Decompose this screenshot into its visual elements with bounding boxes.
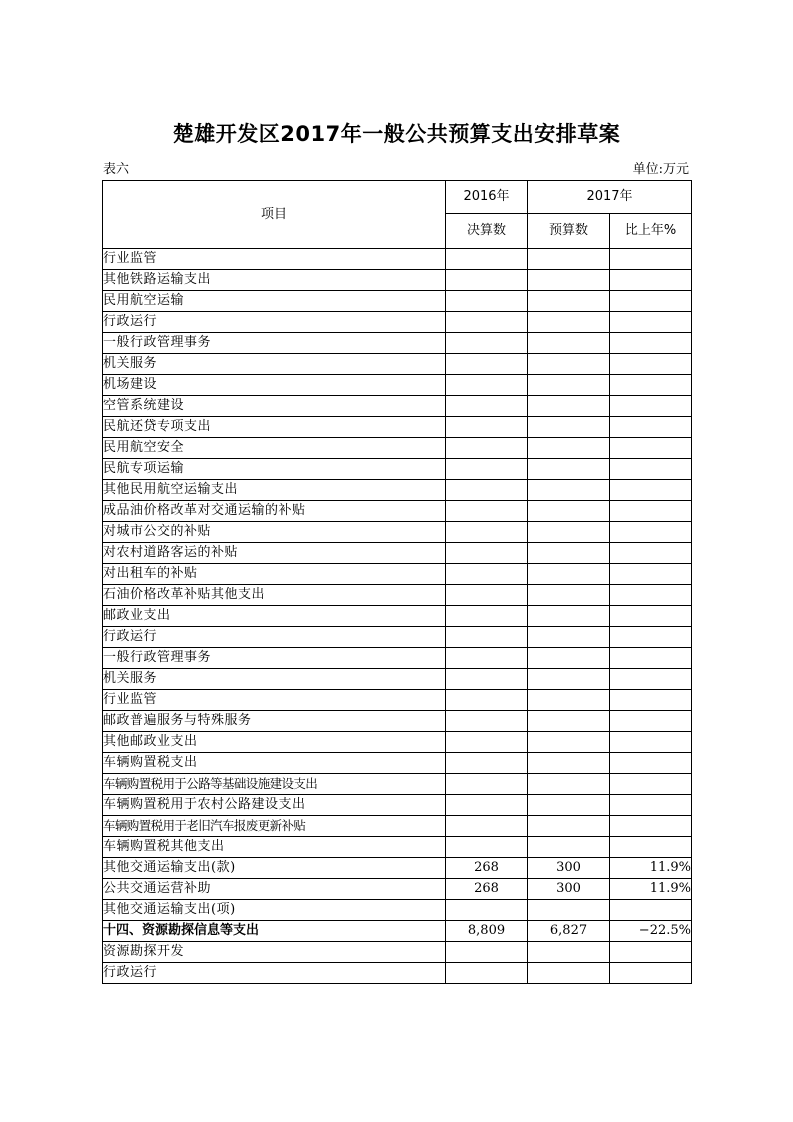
table-row xyxy=(103,480,692,501)
table-number: 表六 xyxy=(103,162,130,177)
table-row xyxy=(103,627,692,648)
table-row xyxy=(103,816,692,837)
row-budget-2017 xyxy=(528,480,610,501)
table-row xyxy=(103,375,692,396)
row-item-label: 民航还贷专项支出 xyxy=(103,417,446,438)
unit-label: 单位:万元 xyxy=(632,162,689,177)
row-item-label: 邮政业支出 xyxy=(103,606,446,627)
row-ratio xyxy=(610,816,692,837)
table-row xyxy=(103,249,692,270)
row-ratio xyxy=(610,900,692,921)
row-final-2016 xyxy=(446,291,528,312)
row-item-label: 车辆购置税用于农村公路建设支出 xyxy=(103,795,446,816)
table-row xyxy=(103,312,692,333)
row-budget-2017 xyxy=(528,375,610,396)
header-year-2017: 2017年 xyxy=(528,181,692,214)
row-item-label: 资源勘探开发 xyxy=(103,942,446,963)
row-budget-2017 xyxy=(528,732,610,753)
row-budget-2017 xyxy=(528,417,610,438)
row-ratio xyxy=(610,354,692,375)
page-title: 楚雄开发区2017年一般公共预算支出安排草案 xyxy=(172,122,621,146)
row-item-label: 邮政普遍服务与特殊服务 xyxy=(103,711,446,732)
table-row xyxy=(103,270,692,291)
row-final-2016 xyxy=(446,438,528,459)
row-ratio xyxy=(610,774,692,795)
row-final-2016: 268 xyxy=(446,858,528,879)
table-row xyxy=(103,564,692,585)
row-ratio xyxy=(610,291,692,312)
row-ratio xyxy=(610,837,692,858)
row-budget-2017 xyxy=(528,501,610,522)
row-budget-2017 xyxy=(528,816,610,837)
row-ratio xyxy=(610,669,692,690)
row-budget-2017 xyxy=(528,291,610,312)
row-ratio xyxy=(610,501,692,522)
row-item-label: 对农村道路客运的补贴 xyxy=(103,543,446,564)
row-final-2016: 268 xyxy=(446,879,528,900)
row-final-2016 xyxy=(446,396,528,417)
row-final-2016 xyxy=(446,585,528,606)
row-final-2016 xyxy=(446,942,528,963)
row-item-label: 车辆购置税用于公路等基础设施建设支出 xyxy=(103,774,446,795)
row-budget-2017 xyxy=(528,774,610,795)
table-row xyxy=(103,648,692,669)
row-final-2016 xyxy=(446,690,528,711)
row-ratio xyxy=(610,270,692,291)
table-row xyxy=(103,459,692,480)
row-budget-2017 xyxy=(528,690,610,711)
row-final-2016 xyxy=(446,900,528,921)
table-row xyxy=(103,585,692,606)
row-item-label: 行业监管 xyxy=(103,249,446,270)
table-row xyxy=(103,795,692,816)
table-row xyxy=(103,438,692,459)
table-row xyxy=(103,963,692,984)
row-item-label: 一般行政管理事务 xyxy=(103,648,446,669)
row-final-2016 xyxy=(446,753,528,774)
row-final-2016 xyxy=(446,648,528,669)
row-final-2016 xyxy=(446,711,528,732)
row-final-2016 xyxy=(446,795,528,816)
row-budget-2017 xyxy=(528,837,610,858)
row-budget-2017 xyxy=(528,438,610,459)
row-ratio xyxy=(610,564,692,585)
table-row xyxy=(103,417,692,438)
row-ratio xyxy=(610,711,692,732)
row-budget-2017 xyxy=(528,459,610,480)
row-budget-2017 xyxy=(528,396,610,417)
table-body xyxy=(103,249,692,984)
row-ratio xyxy=(610,312,692,333)
row-budget-2017 xyxy=(528,564,610,585)
row-item-label: 机场建设 xyxy=(103,375,446,396)
row-item-label: 民航专项运输 xyxy=(103,459,446,480)
table-row xyxy=(103,669,692,690)
row-budget-2017: 300 xyxy=(528,879,610,900)
row-budget-2017 xyxy=(528,249,610,270)
row-ratio xyxy=(610,522,692,543)
row-ratio: 11.9% xyxy=(610,879,692,900)
row-ratio xyxy=(610,249,692,270)
table-row xyxy=(103,879,692,900)
row-ratio xyxy=(610,438,692,459)
row-final-2016 xyxy=(446,963,528,984)
row-item-label: 其他邮政业支出 xyxy=(103,732,446,753)
row-final-2016 xyxy=(446,732,528,753)
row-final-2016 xyxy=(446,627,528,648)
row-item-label: 一般行政管理事务 xyxy=(103,333,446,354)
table-row xyxy=(103,900,692,921)
row-item-label: 行政运行 xyxy=(103,627,446,648)
table-row xyxy=(103,732,692,753)
table-row xyxy=(103,501,692,522)
row-item-label: 车辆购置税用于老旧汽车报废更新补贴 xyxy=(103,816,446,837)
row-final-2016 xyxy=(446,774,528,795)
row-ratio xyxy=(610,627,692,648)
row-item-label: 民用航空安全 xyxy=(103,438,446,459)
row-final-2016 xyxy=(446,312,528,333)
row-final-2016 xyxy=(446,522,528,543)
row-final-2016 xyxy=(446,375,528,396)
row-ratio xyxy=(610,396,692,417)
row-ratio xyxy=(610,480,692,501)
table-row xyxy=(103,333,692,354)
row-item-label: 其他铁路运输支出 xyxy=(103,270,446,291)
table-row xyxy=(103,396,692,417)
row-budget-2017 xyxy=(528,711,610,732)
row-ratio xyxy=(610,690,692,711)
row-final-2016 xyxy=(446,543,528,564)
row-item-label: 车辆购置税其他支出 xyxy=(103,837,446,858)
table-row xyxy=(103,543,692,564)
row-ratio xyxy=(610,585,692,606)
row-ratio xyxy=(610,942,692,963)
row-item-label: 十四、资源勘探信息等支出 xyxy=(103,921,446,942)
header-ratio: 比上年% xyxy=(610,214,692,249)
row-final-2016 xyxy=(446,816,528,837)
row-final-2016 xyxy=(446,564,528,585)
row-ratio: 11.9% xyxy=(610,858,692,879)
table-row xyxy=(103,711,692,732)
row-ratio xyxy=(610,732,692,753)
row-budget-2017 xyxy=(528,333,610,354)
row-budget-2017 xyxy=(528,753,610,774)
row-budget-2017 xyxy=(528,669,610,690)
row-ratio: −22.5% xyxy=(610,921,692,942)
row-budget-2017 xyxy=(528,900,610,921)
row-ratio xyxy=(610,375,692,396)
table-row xyxy=(103,354,692,375)
row-ratio xyxy=(610,963,692,984)
row-item-label: 车辆购置税支出 xyxy=(103,753,446,774)
table-row xyxy=(103,291,692,312)
row-ratio xyxy=(610,606,692,627)
row-budget-2017 xyxy=(528,606,610,627)
budget-table xyxy=(102,180,692,984)
row-final-2016 xyxy=(446,480,528,501)
row-budget-2017 xyxy=(528,270,610,291)
row-item-label: 其他交通运输支出(项) xyxy=(103,900,446,921)
table-row xyxy=(103,753,692,774)
table-row xyxy=(103,774,692,795)
row-ratio xyxy=(610,417,692,438)
row-final-2016 xyxy=(446,501,528,522)
row-item-label: 空管系统建设 xyxy=(103,396,446,417)
row-item-label: 对出租车的补贴 xyxy=(103,564,446,585)
row-final-2016 xyxy=(446,606,528,627)
table-row xyxy=(103,837,692,858)
row-ratio xyxy=(610,753,692,774)
row-item-label: 机关服务 xyxy=(103,354,446,375)
row-budget-2017 xyxy=(528,963,610,984)
row-final-2016 xyxy=(446,333,528,354)
row-final-2016 xyxy=(446,837,528,858)
row-item-label: 行政运行 xyxy=(103,963,446,984)
row-final-2016: 8,809 xyxy=(446,921,528,942)
row-ratio xyxy=(610,648,692,669)
row-ratio xyxy=(610,333,692,354)
row-item-label: 石油价格改革补贴其他支出 xyxy=(103,585,446,606)
header-budget-count: 预算数 xyxy=(528,214,610,249)
row-budget-2017 xyxy=(528,354,610,375)
row-budget-2017: 6,827 xyxy=(528,921,610,942)
row-item-label: 行政运行 xyxy=(103,312,446,333)
row-item-label: 其他交通运输支出(款) xyxy=(103,858,446,879)
row-item-label: 成品油价格改革对交通运输的补贴 xyxy=(103,501,446,522)
row-item-label: 对城市公交的补贴 xyxy=(103,522,446,543)
row-budget-2017 xyxy=(528,795,610,816)
row-ratio xyxy=(610,543,692,564)
row-final-2016 xyxy=(446,459,528,480)
row-ratio xyxy=(610,795,692,816)
table-row xyxy=(103,942,692,963)
row-item-label: 民用航空运输 xyxy=(103,291,446,312)
row-budget-2017: 300 xyxy=(528,858,610,879)
header-final-count: 决算数 xyxy=(446,214,528,249)
row-item-label: 其他民用航空运输支出 xyxy=(103,480,446,501)
row-item-label: 公共交通运营补助 xyxy=(103,879,446,900)
table-row xyxy=(103,858,692,879)
table-row xyxy=(103,690,692,711)
row-budget-2017 xyxy=(528,648,610,669)
row-final-2016 xyxy=(446,249,528,270)
row-item-label: 机关服务 xyxy=(103,669,446,690)
table-row xyxy=(103,606,692,627)
row-final-2016 xyxy=(446,669,528,690)
table-row xyxy=(103,921,692,942)
row-final-2016 xyxy=(446,417,528,438)
table-row xyxy=(103,522,692,543)
row-budget-2017 xyxy=(528,942,610,963)
row-final-2016 xyxy=(446,354,528,375)
header-year-2016: 2016年 xyxy=(446,181,528,214)
row-budget-2017 xyxy=(528,522,610,543)
row-budget-2017 xyxy=(528,585,610,606)
row-budget-2017 xyxy=(528,543,610,564)
header-item: 项目 xyxy=(103,181,446,249)
row-final-2016 xyxy=(446,270,528,291)
row-item-label: 行业监管 xyxy=(103,690,446,711)
row-budget-2017 xyxy=(528,312,610,333)
row-ratio xyxy=(610,459,692,480)
row-budget-2017 xyxy=(528,627,610,648)
